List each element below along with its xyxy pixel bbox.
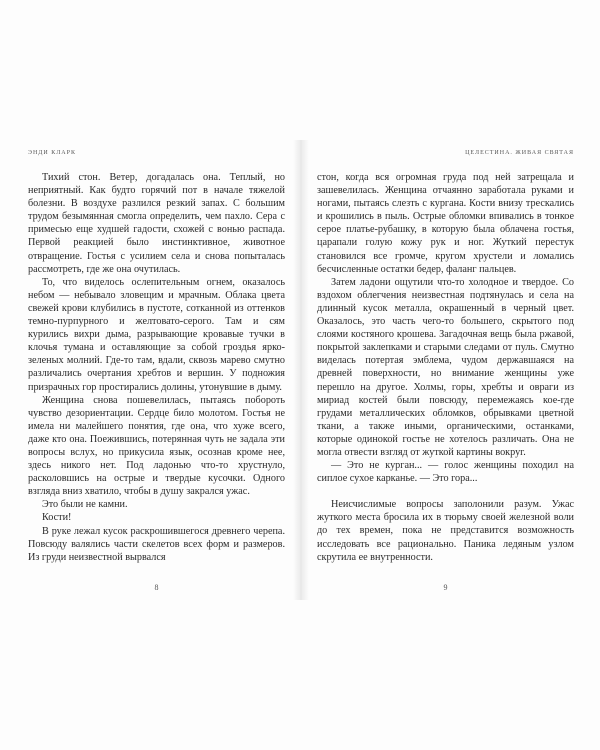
paragraph: Затем ладони ощутили что-то холодное и твердое. Со вздохом облегчения неизвестная подтянулась и села на длинный кусок металла, окрашенный в черный цвет. Оказалось, это часть чего-то большего, скрытого под слоями костяного крошева. Загадочная вещь была ржавой, покрытой заклепками и старыми следами от пуль. Смутно виделась потертая эмблема, чудом державшаяся на древней поверхности, но внимание женщины уже перешло на другое. Холмы, горы, хребты и овраги из мириад костей были повсюду, перемежаясь кое-где грудами металлических обломков, обрывками цветной ткани, а также иными, органическими, останками, которые одинокой гостье не хотелось различать. Она не могла отвести взгляд от жуткой картины вокруг.: [317, 276, 574, 458]
paragraph: Кости!: [42, 512, 72, 524]
paragraph: стон, когда вся огромная груда под ней затрещала и зашевелилась. Женщина отчаянно заработала руками и ногами, пытаясь слезть с кургана. Кости внизу трескались и крошились в пыль. Острые обломки впивались в тонкое серое платье-рубашку, в которую была облачена гостья, царапали голую кожу рук и ног. Жуткий перестук становился все громче, кругом хрустели и ломались бесчисленные остатки бедер, фаланг пальцев.: [317, 172, 574, 275]
paragraph: — Это не курган... — голос женщины походил на сиплое сухое карканье. — Это гора...: [317, 460, 574, 485]
right-running-head: ЦЕЛЕСТИНА. ЖИВАЯ СВЯТАЯ: [465, 150, 574, 156]
left-page-text: [28, 171, 285, 564]
paragraph: Это были не камни.: [42, 499, 128, 511]
right-page-text: [317, 171, 574, 564]
right-page: [317, 150, 574, 590]
paragraph: Тихий стон. Ветер, догадалась она. Теплый, но неприятный. Как будто горячий пот в начале тяжелой болезни. В воздухе разлился резкий запах. С большим трудом безымянная смогла определить, чем пахло. Сера с примесью еще худшей гадости, схожей с вонью распада. Первой реакцией было инстинктивное, животное отвращение. Гостья с усилием села и снова попыталась рассмотреть, где же она очутилась.: [28, 172, 285, 275]
paragraph: Неисчислимые вопросы заполонили разум. Ужас жуткого места бросила их в тюрьму своей железной воли до тех времен, пока не представится возможность исследовать все рационально. Паника ледяным узлом скрутила ее внутренности.: [317, 499, 574, 563]
right-page-number: 9: [443, 583, 448, 592]
left-page: [28, 150, 285, 590]
paragraph: Женщина снова пошевелилась, пытаясь побороть чувство дезориентации. Сердце било молотом. Гостья не имела ни малейшего понятия, где она, что хуже всего, даже кто она. Поежившись, потерянная чуть не задала эти вопросы вслух, но прикусила язык, осознав кроме нее, здесь никого нет. Под ладонью что-то хрустнуло, расколовшись на острые и твердые кусочки. Одного взгляда вниз хватило, чтобы в душу закрался ужас.: [28, 394, 285, 498]
paragraph: В руке лежал кусок раскрошившегося древнего черепа. Повсюду валялись части скелетов всех форм и размеров. Из груди неизвестной вырвался: [28, 525, 285, 563]
left-running-head: ЭНДИ КЛАРК: [28, 150, 76, 156]
book-gutter: [293, 140, 309, 600]
paragraph: То, что виделось ослепительным огнем, оказалось небом — небывало зловещим и мрачным. Облака цвета свежей крови клубились в пустоте, сотканной из оттенков темно-пурпурного и желтовато-серого. Там и сям курились вихри дыма, разрывающие кровавые тучки в клочья тумана и оставляющие за собой гроздья ярко-зеленых молний. Где-то там, вдали, сквозь марево смутно различались очертания хребтов и вершин. У подножия призрачных гор простирались долины, утонувшие в дыму.: [28, 276, 285, 393]
left-page-number: 8: [154, 583, 159, 592]
